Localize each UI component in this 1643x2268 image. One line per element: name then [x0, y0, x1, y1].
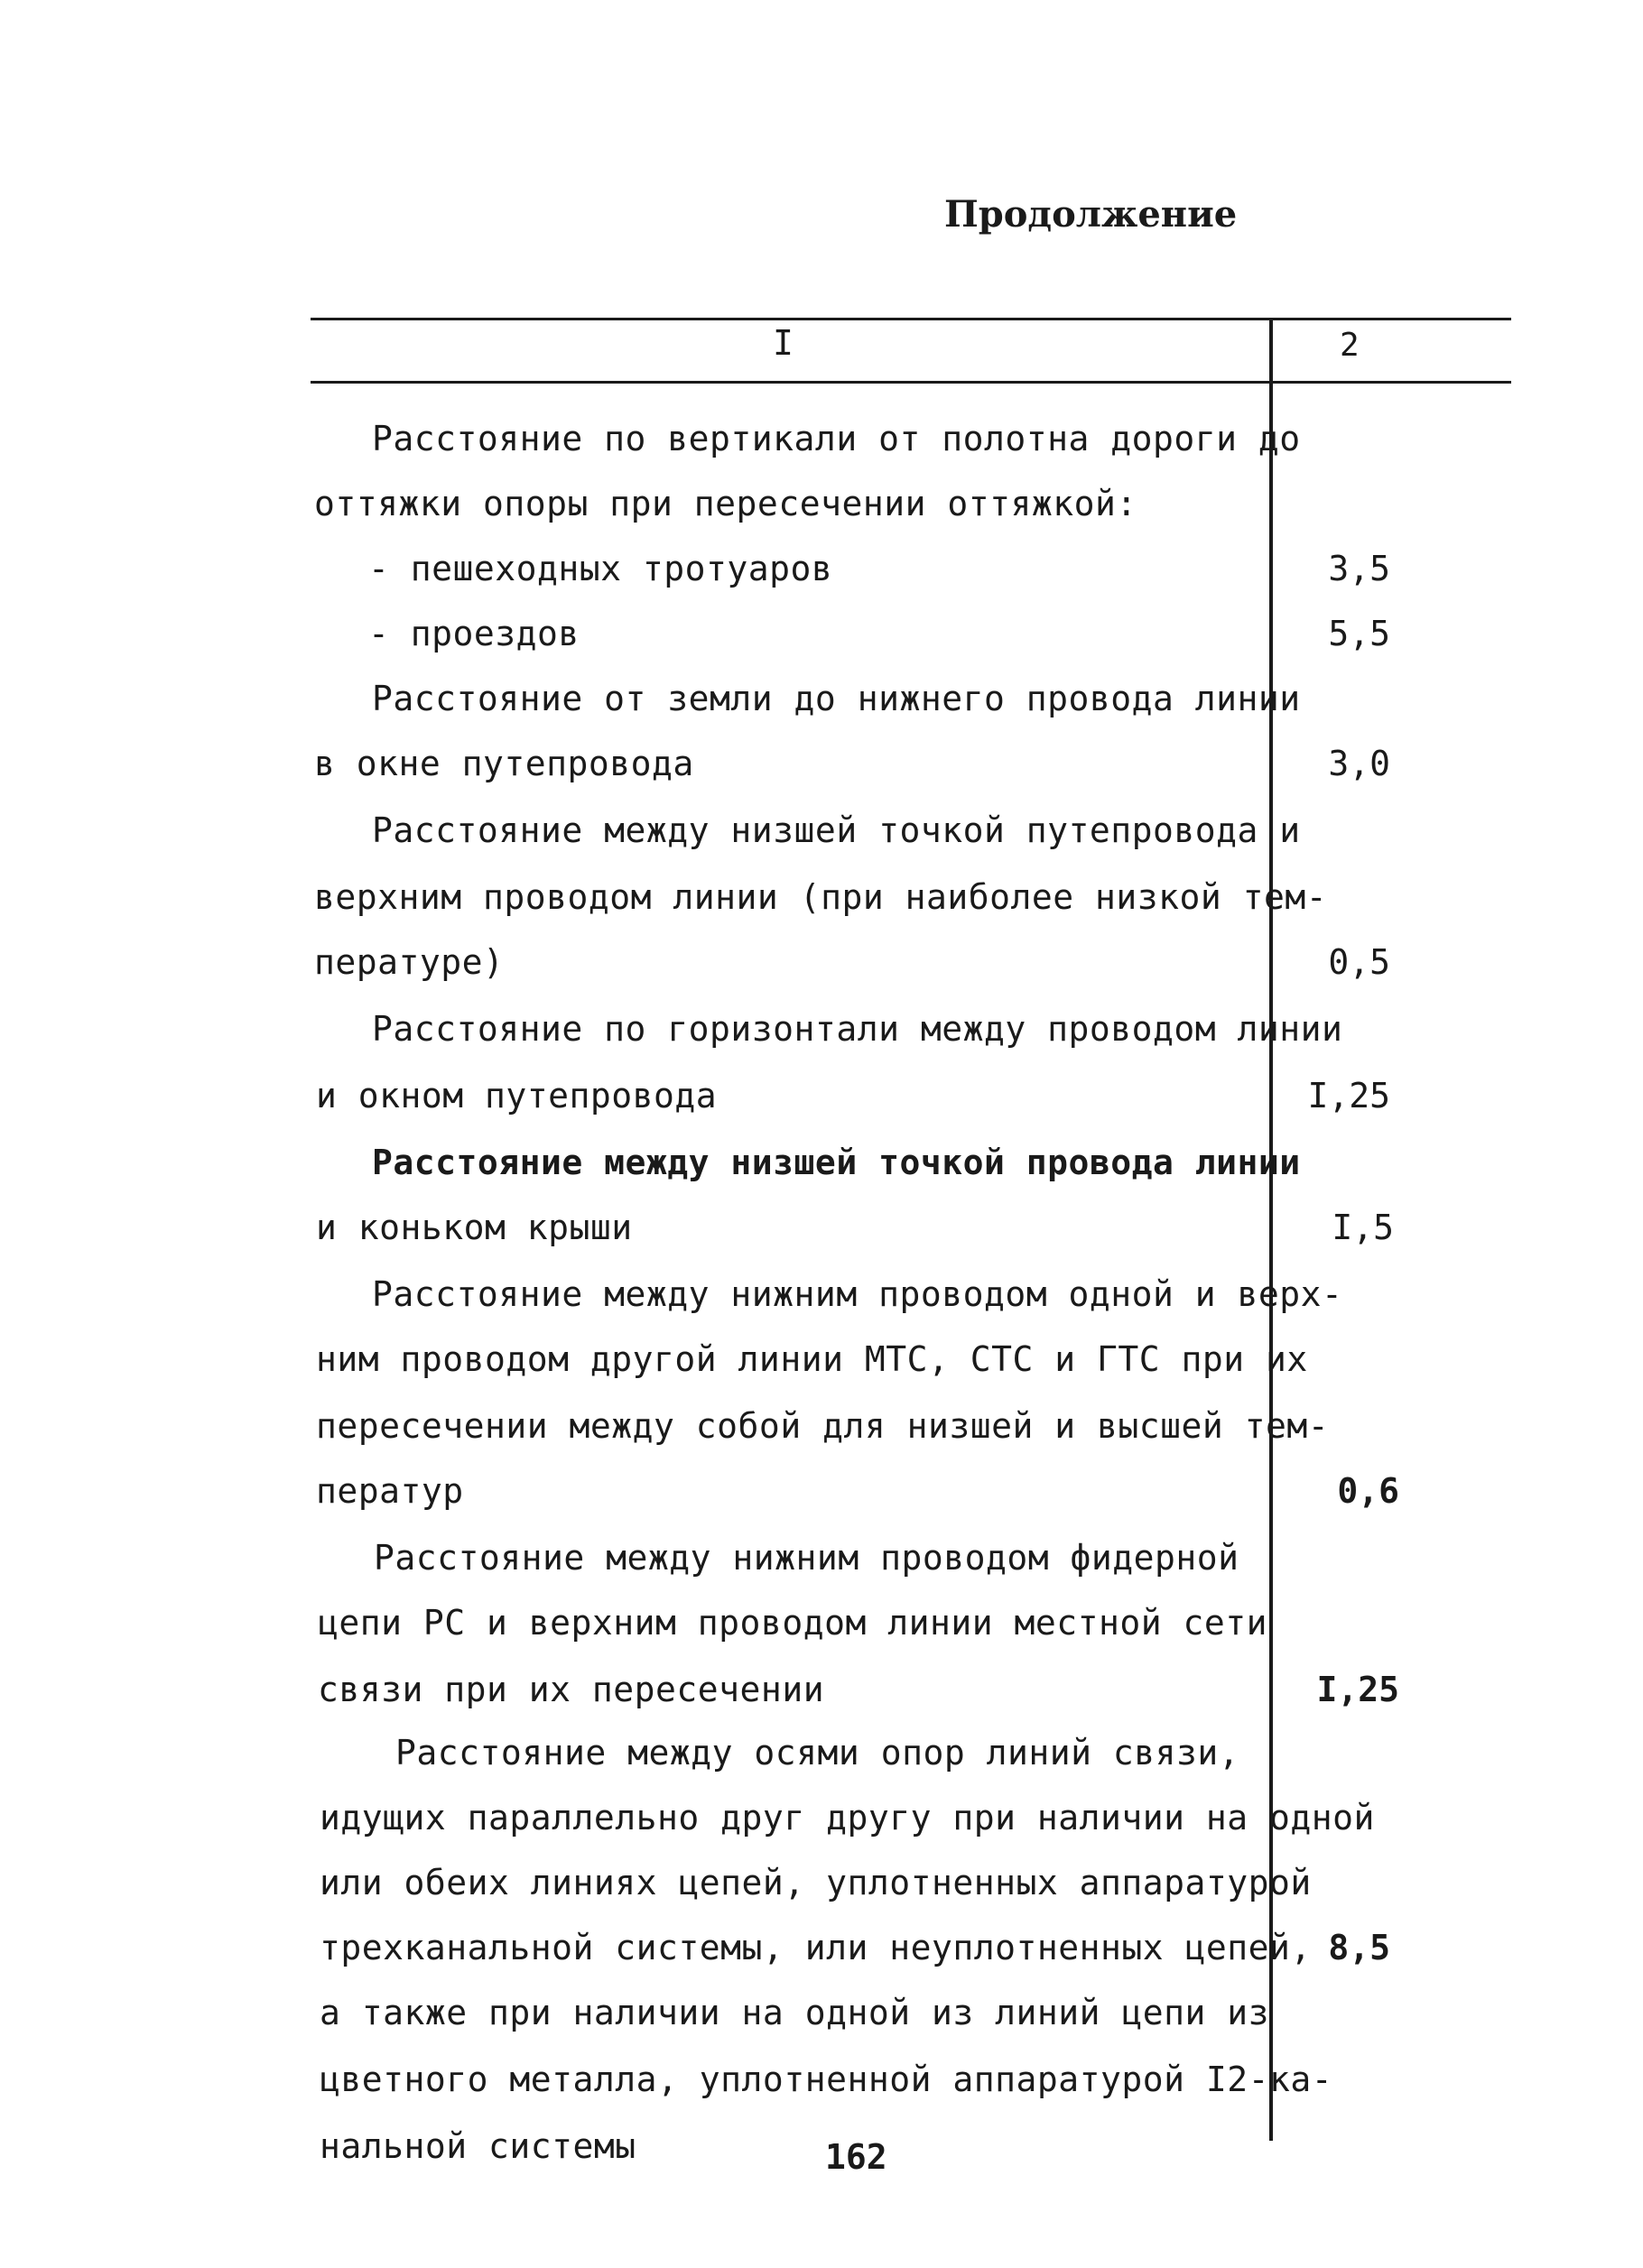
table-row-text: Расстояние от земли до нижнего провода линии	[372, 679, 1301, 718]
table-row-text: Расстояние между нижним проводом одной и верх-	[372, 1274, 1343, 1314]
table-row-value: I,5	[1332, 1208, 1394, 1247]
table-row-value: I,25	[1316, 1670, 1399, 1709]
table-row-text: - проездов	[368, 614, 580, 653]
table-row-text: цветного металла, уплотненной аппаратурой I2-ка-	[320, 2060, 1333, 2099]
table-row-text: и коньком крыши	[316, 1208, 633, 1247]
table-top-rule	[311, 318, 1511, 320]
table-row-value: 0,6	[1337, 1471, 1399, 1511]
table-row-text: пературе)	[314, 942, 505, 982]
column-2-header: 2	[1340, 327, 1360, 364]
table-row-text: верхним проводом линии (при наиболее низкой тем-	[314, 877, 1328, 917]
table-row-text: Расстояние между низшей точкой провода линии	[372, 1143, 1301, 1182]
table-row-text: ператур	[316, 1471, 464, 1511]
table-header-rule	[311, 381, 1511, 384]
table-row-text: Расстояние по горизонтали между проводом линии	[372, 1009, 1343, 1049]
table-row-text: или обеих линиях цепей, уплотненных аппаратурой	[320, 1863, 1312, 1902]
table-row-text: - пешеходных тротуаров	[368, 549, 833, 588]
table-row-value: 0,5	[1328, 942, 1390, 982]
table-row-value: 8,5	[1328, 1928, 1390, 1967]
page-heading: Продолжение	[944, 193, 1238, 236]
table-row-text: связи при их пересечении	[318, 1670, 825, 1709]
table-row-text: нальной системы	[320, 2126, 636, 2166]
table-row-text: цепи РС и верхним проводом линии местной сети	[318, 1603, 1268, 1643]
table-row-text: ним проводом другой линии МТС, СТС и ГТС при их	[316, 1339, 1308, 1379]
page-number: 162	[825, 2137, 887, 2177]
table-row-text: пересечении между собой для низшей и высшей тем-	[316, 1406, 1330, 1446]
table-row-text: идущих параллельно друг другу при наличии на одной	[320, 1798, 1375, 1838]
table-row-text: и окном путепровода	[316, 1076, 718, 1115]
table-row-value: 5,5	[1328, 614, 1390, 653]
table-row-text: Расстояние между низшей точкой путепровода и	[372, 810, 1301, 850]
table-row-text: Расстояние между осями опор линий связи,	[395, 1733, 1240, 1773]
column-1-header: I	[773, 323, 794, 363]
table-row-value: 3,0	[1328, 744, 1390, 783]
table-row-text: в окне путепровода	[314, 744, 694, 783]
table-row-text: трехканальной системы, или неуплотненных цепей,	[320, 1928, 1312, 1967]
table-row-value: 3,5	[1328, 549, 1390, 588]
table-row-text: а также при наличии на одной из линий цепи из	[320, 1993, 1270, 2032]
table-row-text: Расстояние по вертикали от полотна дороги до	[372, 419, 1301, 458]
table-row-text: оттяжки опоры при пересечении оттяжкой:	[314, 484, 1137, 523]
table-row-value: I,25	[1307, 1076, 1390, 1115]
table-row-text: Расстояние между нижним проводом фидерной	[374, 1538, 1239, 1578]
